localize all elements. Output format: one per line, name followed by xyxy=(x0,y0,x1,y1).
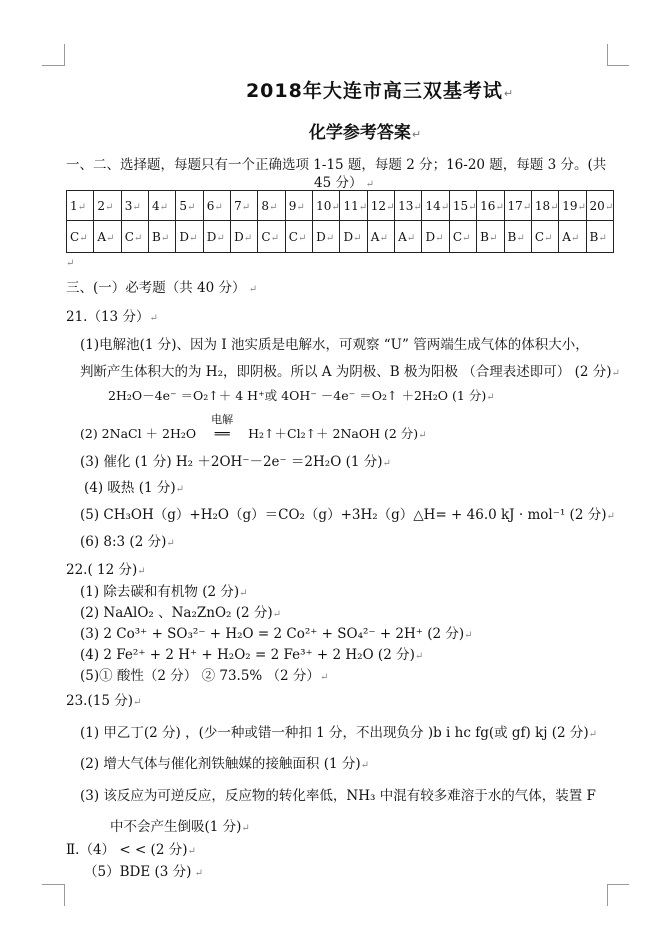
answer-table-answer-cell: A↵ xyxy=(94,221,121,253)
answer-table-answer-cell: C↵ xyxy=(531,221,558,253)
crop-mark-tr-v xyxy=(607,44,608,66)
section1-heading-line2: 45 分） ↵ xyxy=(314,175,375,191)
crop-mark-br-h xyxy=(607,884,629,885)
q23-line3: (3) 该反应为可逆反应，反应物的转化率低，NH₃ 中混有较多难溶于水的气体，装置 F xyxy=(80,788,596,804)
q22-header: 22.( 12 分)↵ xyxy=(66,562,146,578)
q22-line2: (2) NaAlO₂ 、Na₂ZnO₂ (2 分)↵ xyxy=(80,605,282,621)
electrolysis-equals: 电解 ══ xyxy=(200,426,244,441)
answer-table-answer-cell: C↵ xyxy=(258,221,285,253)
q21-line4-right: H₂↑＋Cl₂↑＋ 2NaOH (2 分) xyxy=(248,426,419,441)
q23-line5: Ⅱ.（4） < < (2 分)↵ xyxy=(66,842,196,858)
answer-table-number-cell: 19↵ xyxy=(559,191,586,221)
page-title: 2018年大连市高三双基考试↵ xyxy=(245,80,515,102)
q23-line6: （5）BDE (3 分) ↵ xyxy=(84,864,203,880)
answer-table-number-cell: 16↵ xyxy=(477,191,504,221)
para-mark: ↵ xyxy=(66,258,75,269)
answer-table-number-cell: 8↵ xyxy=(258,191,285,221)
answer-table-answer-cell: B↵ xyxy=(149,221,176,253)
q21-line4: (2) 2NaCl ＋ 2H₂O 电解 ══ H₂↑＋Cl₂↑＋ 2NaOH (2 分)↵ xyxy=(80,413,427,441)
answer-table-answer-cell: C↵ xyxy=(67,221,94,253)
crop-mark-tr-h xyxy=(607,65,629,66)
q21-line6: (4) 吸热 (1 分)↵ xyxy=(84,480,185,496)
answer-table-answer-cell: D↵ xyxy=(422,221,449,253)
answer-table-answer-cell: B↵ xyxy=(477,221,504,253)
answer-table-number-cell: 15↵ xyxy=(449,191,476,221)
q22-line3: (3) 2 Co³⁺ + SO₃²⁻ + H₂O = 2 Co²⁺ + SO₄²⁻ + 2H⁺ (2 分)↵ xyxy=(80,626,473,642)
answer-table-number-cell: 11↵ xyxy=(340,191,367,221)
answer-table-answer-cell: C↵ xyxy=(285,221,312,253)
answer-table-answer-row xyxy=(67,221,614,253)
section1-heading-line1: 一、二、选择题，每题只有一个正确选项 1-15 题，每题 2 分；16-20 题，每题 3 分。(共 xyxy=(66,157,607,173)
section2-heading: 三、(一）必考题（共 40 分） ↵ xyxy=(66,280,258,296)
q22-line5: (5)① 酸性（2 分） ② 73.5% （2 分）↵ xyxy=(80,668,329,684)
q21-line3: 2H₂O－4e⁻ ＝O₂↑＋ 4 H⁺或 4OH⁻ －4e⁻ ＝O₂↑ ＋2H₂O (1 分)↵ xyxy=(108,388,495,403)
answer-table-answer-cell: C↵ xyxy=(449,221,476,253)
q23-line1: (1) 甲乙丁(2 分) ，(少一种或错一种扣 1 分，不出现负分 )b i hc fg(或 gf) kj (2 分)↵ xyxy=(80,725,598,741)
answer-table-number-cell: 13↵ xyxy=(395,191,422,221)
answer-table-number-cell: 20↵ xyxy=(586,191,613,221)
answer-table-number-cell: 5↵ xyxy=(176,191,203,221)
answer-table-answer-cell: D↵ xyxy=(313,221,340,253)
answer-table-answer-cell: A↵ xyxy=(559,221,586,253)
answer-table-answer-cell: D↵ xyxy=(231,221,258,253)
q22-line1: (1) 除去碳和有机物 (2 分)↵ xyxy=(80,584,248,600)
answer-table-number-cell: 7↵ xyxy=(231,191,258,221)
answer-table-answer-cell: C↵ xyxy=(121,221,148,253)
answer-table-number-cell: 4↵ xyxy=(149,191,176,221)
answer-table-answer-cell: A↵ xyxy=(395,221,422,253)
answer-table-number-row xyxy=(67,191,614,221)
answer-table-number-cell: 1↵ xyxy=(67,191,94,221)
answer-table-number-cell: 3↵ xyxy=(121,191,148,221)
q22-line4: (4) 2 Fe²⁺ + 2 H⁺ + H₂O₂ = 2 Fe³⁺ + 2 H₂O (2 分)↵ xyxy=(80,647,424,663)
q21-line4-left: (2) 2NaCl ＋ 2H₂O xyxy=(80,426,197,441)
crop-mark-br-v xyxy=(607,884,608,906)
answer-table-number-cell: 10↵ xyxy=(313,191,340,221)
answer-table-number-cell: 18↵ xyxy=(531,191,558,221)
answer-table-answer-cell: D↵ xyxy=(340,221,367,253)
answer-table-number-cell: 12↵ xyxy=(367,191,394,221)
q21-line5: (3) 催化 (1 分) H₂ ＋2OH⁻－2e⁻ ＝2H₂O (1 分)↵ xyxy=(80,454,391,470)
q21-line7: (5) CH₃OH（g）+H₂O（g）＝CO₂（g）+3H₂（g）△H= + 46.0 kJ · mol⁻¹ (2 分)↵ xyxy=(80,507,615,523)
answer-table-answer-cell: B↵ xyxy=(586,221,613,253)
page-subtitle: 化学参考答案↵ xyxy=(308,123,422,143)
answer-table-number-cell: 9↵ xyxy=(285,191,312,221)
crop-mark-tl-v xyxy=(64,44,65,66)
q23-header: 23.(15 分)↵ xyxy=(66,693,142,709)
crop-mark-bl-h xyxy=(42,884,64,885)
q21-header: 21.（13 分）↵ xyxy=(66,309,158,325)
q21-line2: 判断产生体积大的为 H₂，即阴极。所以 A 为阴极、B 极为阳极 （合理表述即可） (2 分)↵ xyxy=(80,364,620,380)
q21-line8: (6) 8:3 (2 分)↵ xyxy=(80,534,175,550)
answer-table-number-cell: 14↵ xyxy=(422,191,449,221)
answer-table-answer-cell: D↵ xyxy=(203,221,230,253)
q23-line2: (2) 增大气体与催化剂铁触媒的接触面积 (1 分)↵ xyxy=(80,756,370,772)
answer-table-number-cell: 2↵ xyxy=(94,191,121,221)
answer-table xyxy=(66,190,614,253)
crop-mark-bl-v xyxy=(64,884,65,906)
electrolysis-condition: 电解 xyxy=(211,413,234,426)
crop-mark-tl-h xyxy=(42,65,64,66)
answer-table-number-cell: 17↵ xyxy=(504,191,531,221)
q21-line1: (1)电解池(1 分)、因为 I 池实质是电解水，可观察 “U” 管两端生成气体的体积大小， xyxy=(80,337,589,353)
q23-line4: 中不会产生倒吸(1 分)↵ xyxy=(110,819,250,835)
answer-table-answer-cell: B↵ xyxy=(504,221,531,253)
answer-table-answer-cell: D↵ xyxy=(176,221,203,253)
answer-table-number-cell: 6↵ xyxy=(203,191,230,221)
answer-table-answer-cell: A↵ xyxy=(367,221,394,253)
